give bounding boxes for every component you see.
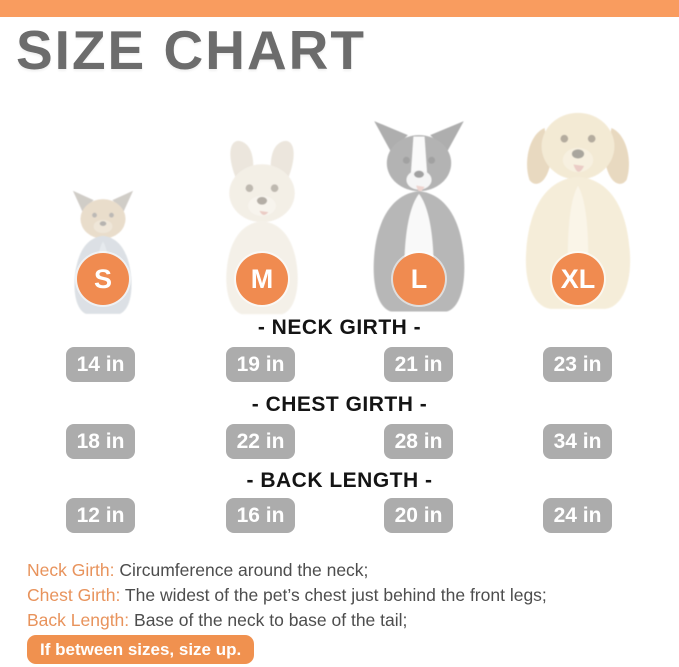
sizing-tip-badge: If between sizes, size up. (27, 635, 254, 664)
back-length-value-xl: 24 in (543, 498, 612, 533)
size-badge-xl: XL (552, 253, 604, 305)
back-length-value-m: 16 in (226, 498, 295, 533)
chest-girth-value-xl: 34 in (543, 424, 612, 459)
back-length-term: Back Length: (27, 610, 130, 630)
back-length-definition (27, 608, 547, 633)
chest-girth-description: The widest of the pet’s chest just behind the front legs; (120, 585, 547, 605)
size-badge-m: M (236, 253, 288, 305)
back-length-description: Base of the neck to base of the tail; (129, 610, 408, 630)
measurement-definitions (27, 558, 547, 633)
neck-girth-description: Circumference around the neck; (114, 560, 369, 580)
neck-girth-term: Neck Girth: (27, 560, 115, 580)
chest-girth-definition (27, 583, 547, 608)
back-length-heading: - BACK LENGTH - (246, 469, 433, 492)
neck-girth-value-l: 21 in (384, 347, 453, 382)
chest-girth-value-l: 28 in (384, 424, 453, 459)
page-title: SIZE CHART (16, 19, 366, 81)
neck-girth-value-m: 19 in (226, 347, 295, 382)
back-length-value-s: 12 in (66, 498, 135, 533)
size-badge-s: S (77, 253, 129, 305)
size-badge-l: L (393, 253, 445, 305)
chest-girth-term: Chest Girth: (27, 585, 121, 605)
neck-girth-definition (27, 558, 547, 583)
neck-girth-value-s: 14 in (66, 347, 135, 382)
top-accent-bar (0, 0, 679, 17)
neck-girth-value-xl: 23 in (543, 347, 612, 382)
chest-girth-heading: - CHEST GIRTH - (251, 393, 428, 416)
chest-girth-value-m: 22 in (226, 424, 295, 459)
chest-girth-value-s: 18 in (66, 424, 135, 459)
neck-girth-heading: - NECK GIRTH - (257, 316, 422, 339)
back-length-value-l: 20 in (384, 498, 453, 533)
